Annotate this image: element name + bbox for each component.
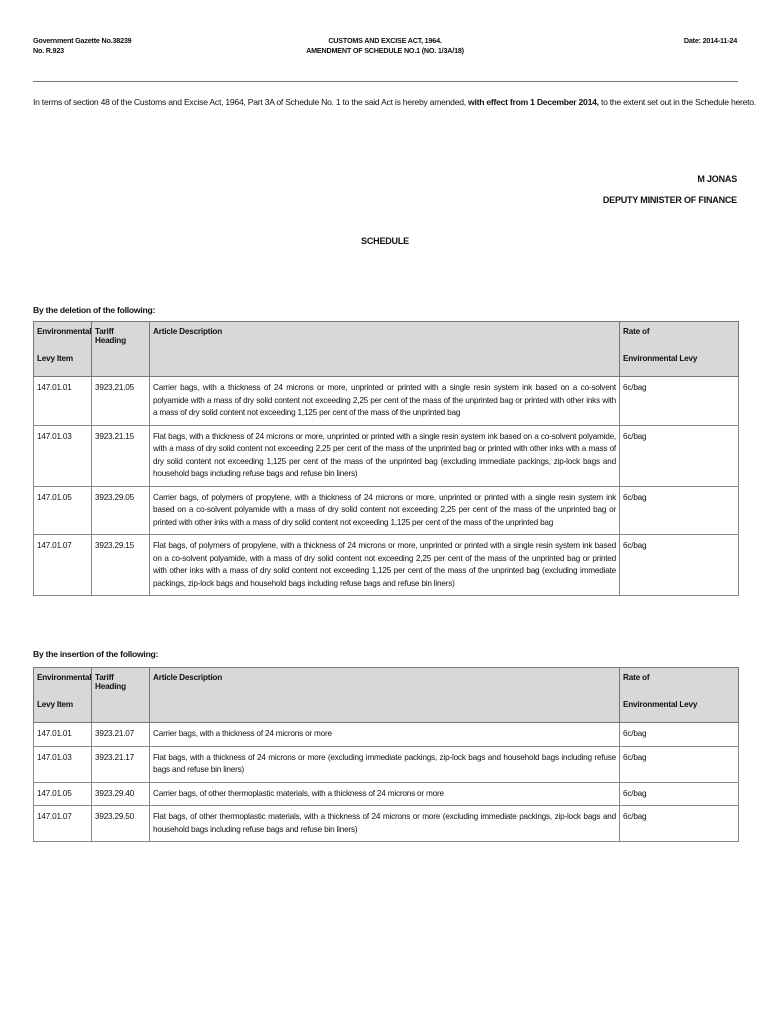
levy-item: 147.01.07	[34, 806, 92, 842]
levy-item: 147.01.03	[34, 746, 92, 782]
insertion-table	[33, 667, 739, 842]
amendment-title: AMENDMENT OF SCHEDULE NO.1 (NO. 1/3A/18)	[306, 46, 464, 55]
intro-effective-date: with effect from 1 December 2014,	[468, 97, 599, 107]
tariff-heading: 3923.21.05	[92, 377, 150, 426]
gazette-number: Government Gazette No.38239	[33, 36, 132, 45]
signatory-title: DEPUTY MINISTER OF FINANCE	[602, 195, 737, 205]
table-row	[34, 486, 739, 535]
schedule-title: SCHEDULE	[361, 236, 409, 246]
tariff-heading: 3923.21.17	[92, 746, 150, 782]
levy-item: 147.01.01	[34, 723, 92, 747]
article-description: Flat bags, with a thickness of 24 microns or more (excluding immediate packings, zip-lock bags and household bags including refuse bags and refuse bin liners)	[150, 746, 620, 782]
header-blank-3	[150, 349, 620, 377]
tariff-heading: 3923.21.15	[92, 425, 150, 486]
header-levy-item-2: Levy Item	[34, 695, 92, 723]
deletion-heading: By the deletion of the following:	[33, 305, 156, 315]
levy-rate: 6c/bag	[620, 535, 739, 596]
header-rate-2: Environmental Levy	[620, 695, 739, 723]
intro-paragraph	[33, 97, 756, 107]
article-description: Carrier bags, with a thickness of 24 microns or more, unprinted or printed with a single resin system ink based on a co-solvent polyamide with a mass of dry solid content not exceeding 2,25 per cent of the mass of the unprinted bag or printed with other inks with a mass of dry solid content not exceeding 1,125 per cent of the mass of the unprinted bag	[150, 377, 620, 426]
article-description: Carrier bags, of polymers of propylene, with a thickness of 24 microns or more, unprinted or printed with a single resin system ink based on a co-solvent polyamide with a mass of dry solid content not exceeding 2,25 per cent of the mass of the unprinted bag or printed with other inks with a mass of dry solid content not exceeding 1,125 per cent of the mass of the unprinted bag	[150, 486, 620, 535]
article-description: Carrier bags, of other thermoplastic materials, with a thickness of 24 microns or more	[150, 782, 620, 806]
levy-rate: 6c/bag	[620, 782, 739, 806]
levy-rate: 6c/bag	[620, 425, 739, 486]
header-tariff-heading: Tariff Heading	[92, 668, 150, 696]
header-blank-3	[150, 695, 620, 723]
levy-rate: 6c/bag	[620, 806, 739, 842]
article-description: Flat bags, of other thermoplastic materials, with a thickness of 24 microns or more (excluding immediate packings, zip-lock bags and household bags including refuse bags and refuse bin liners)	[150, 806, 620, 842]
levy-rate: 6c/bag	[620, 377, 739, 426]
table-row	[34, 723, 739, 747]
levy-item: 147.01.05	[34, 486, 92, 535]
tariff-heading: 3923.29.15	[92, 535, 150, 596]
tariff-heading: 3923.29.05	[92, 486, 150, 535]
table-header-row	[34, 322, 739, 350]
levy-item: 147.01.07	[34, 535, 92, 596]
levy-item: 147.01.01	[34, 377, 92, 426]
header-article-description: Article Description	[150, 322, 620, 350]
header-tariff-heading: Tariff Heading	[92, 322, 150, 350]
header-blank-2	[92, 349, 150, 377]
levy-rate: 6c/bag	[620, 746, 739, 782]
intro-text-before: In terms of section 48 of the Customs and Excise Act, 1964, Part 3A of Schedule No. 1 to the said Act is hereby amended,	[33, 97, 466, 107]
table-header-row-2	[34, 695, 739, 723]
tariff-heading: 3923.29.50	[92, 806, 150, 842]
article-description: Flat bags, of polymers of propylene, with a thickness of 24 microns or more, unprinted or printed with a single resin system ink based on a co-solvent polyamide, with a mass of dry solid content not exceeding 2,25 per cent of the mass of the unprinted bag or printed with other inks with a mass of dry solid content not exceeding 1,125 per cent of the mass of the unprinted bag (excluding immediate packings, zip-lock bags and household bags including refuse bags and refuse bin liners)	[150, 535, 620, 596]
header-left	[33, 36, 131, 56]
intro-text-after: to the extent set out in the Schedule hereto.	[600, 97, 756, 107]
header-rate-2: Environmental Levy	[620, 349, 739, 377]
table-row	[34, 425, 739, 486]
header-center	[250, 36, 520, 56]
header-blank-2	[92, 695, 150, 723]
header-rate: Rate of	[620, 668, 739, 696]
table-row	[34, 377, 739, 426]
header-rate: Rate of	[620, 322, 739, 350]
table-row	[34, 746, 739, 782]
tariff-heading: 3923.29.40	[92, 782, 150, 806]
header-levy-item: Environmental	[34, 668, 92, 696]
tariff-heading: 3923.21.07	[92, 723, 150, 747]
table-row	[34, 806, 739, 842]
table-row	[34, 782, 739, 806]
levy-rate: 6c/bag	[620, 723, 739, 747]
levy-item: 147.01.03	[34, 425, 92, 486]
signatory-name: M JONAS	[697, 174, 737, 184]
header-date: Date: 2014-11-24	[683, 36, 737, 45]
act-title: CUSTOMS AND EXCISE ACT, 1964.	[328, 36, 442, 45]
table-row	[34, 535, 739, 596]
table-header-row-2	[34, 349, 739, 377]
deletion-table	[33, 321, 739, 596]
levy-item: 147.01.05	[34, 782, 92, 806]
header-levy-item-2: Levy Item	[34, 349, 92, 377]
notice-number: No. R.923	[33, 46, 64, 55]
table-header-row	[34, 668, 739, 696]
levy-rate: 6c/bag	[620, 486, 739, 535]
header-article-description: Article Description	[150, 668, 620, 696]
article-description: Flat bags, with a thickness of 24 microns or more, unprinted or printed with a single resin system ink based on a co-solvent polyamide, with a mass of dry solid content not exceeding 2,25 per cent of the mass of the unprinted bag or printed with other inks with a mass of dry solid content not exceeding 1,125 per cent of the mass of the unprinted bag (excluding immediate packings, zip-lock bags and household bags including refuse bags and refuse bin liners)	[150, 425, 620, 486]
insertion-heading: By the insertion of the following:	[33, 649, 159, 659]
header-levy-item: Environmental	[34, 322, 92, 350]
article-description: Carrier bags, with a thickness of 24 microns or more	[150, 723, 620, 747]
header-divider	[33, 81, 738, 82]
